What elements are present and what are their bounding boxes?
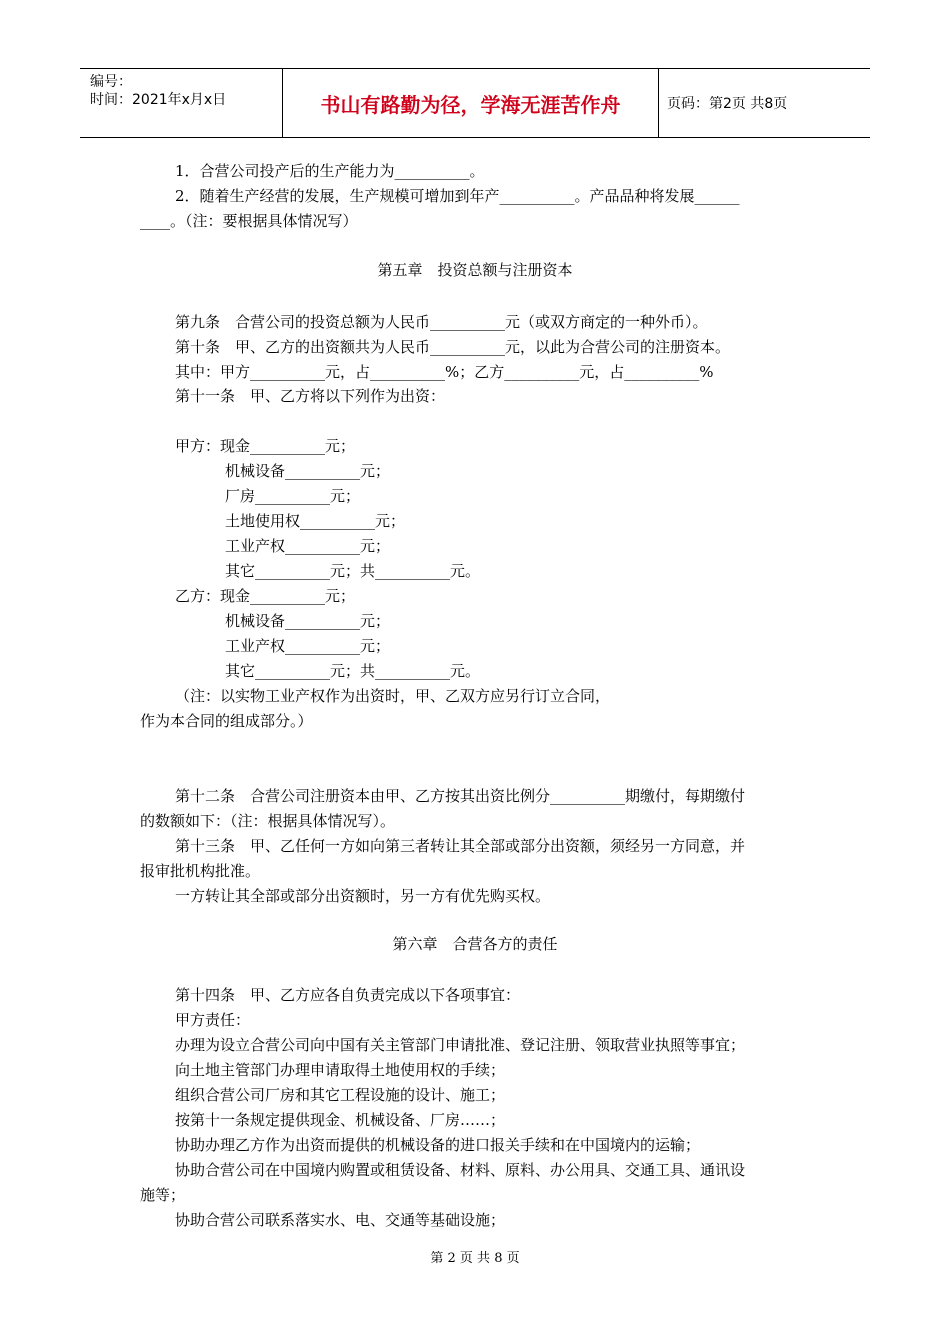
duty-item-4: 按第十一条规定提供现金、机械设备、厂房……； <box>175 1111 506 1129</box>
duty-item-7: 协助合营公司联系落实水、电、交通等基础设施； <box>175 1211 506 1229</box>
party-a-duties-heading: 甲方责任： <box>175 1011 251 1029</box>
note-line-1: （注：以实物工业产权作为出资时，甲、乙双方应另行订立合同， <box>175 687 611 705</box>
party-a-cash: 甲方：现金__________元； <box>175 437 356 455</box>
page-info-text: 页码：第2页 共8页 <box>667 96 788 112</box>
party-a-ip: 工业产权__________元； <box>225 537 391 555</box>
article-11: 第十一条 甲、乙方将以下列作为出资： <box>175 387 446 405</box>
clause-2: 2．随着生产经营的发展，生产规模可增加到年产__________。产品品种将发展______ <box>175 187 740 205</box>
article-14: 第十四条 甲、乙方应各自负责完成以下各项事宜： <box>175 986 521 1004</box>
article-13-cont: 报审批机构批准。 <box>140 862 261 880</box>
clause-2-cont: ____。（注：要根据具体情况写） <box>140 212 358 230</box>
duty-item-6: 协助合营公司在中国境内购置或租赁设备、材料、原料、办公用具、交通工具、通讯设 <box>175 1161 746 1179</box>
chapter-6-title: 第六章 合营各方的责任 <box>392 935 558 953</box>
chapter-5-title: 第五章 投资总额与注册资本 <box>377 261 573 279</box>
header-meta <box>80 69 283 137</box>
article-13: 第十三条 甲、乙任何一方如向第三者转让其全部或部分出资额，须经另一方同意，并 <box>175 837 746 855</box>
page-footer: 第 2 页 共 8 页 <box>430 1251 520 1266</box>
article-9: 第九条 合营公司的投资总额为人民币__________元（或双方商定的一种外币）。 <box>175 313 708 331</box>
duty-item-2: 向土地主管部门办理申请取得土地使用权的手续； <box>175 1061 506 1079</box>
note-line-2: 作为本合同的组成部分。） <box>140 712 313 730</box>
party-b-machinery: 机械设备__________元； <box>225 612 391 630</box>
party-a-other: 其它__________元；共__________元。 <box>225 562 481 580</box>
article-10-detail: 其中：甲方__________元，占__________%；乙方__________元，占__________% <box>175 363 714 381</box>
article-10: 第十条 甲、乙方的出资额共为人民币__________元，以此为合营公司的注册资本。 <box>175 338 731 356</box>
number-label: 编号： <box>90 74 132 90</box>
duty-item-1: 办理为设立合营公司向中国有关主管部门申请批准、登记注册、领取营业执照等事宜； <box>175 1036 746 1054</box>
party-b-other: 其它__________元；共__________元。 <box>225 662 481 680</box>
article-12: 第十二条 合营公司注册资本由甲、乙方按其出资比例分__________期缴付，每期缴付 <box>175 787 746 805</box>
party-a-machinery: 机械设备__________元； <box>225 462 391 480</box>
duty-item-6-cont: 施等； <box>140 1186 186 1204</box>
article-12-cont: 的数额如下：（注：根据具体情况写）。 <box>140 812 396 830</box>
header-page-info <box>659 69 870 137</box>
party-b-ip: 工业产权__________元； <box>225 637 391 655</box>
party-b-cash: 乙方：现金__________元； <box>175 587 356 605</box>
duty-item-3: 组织合营公司厂房和其它工程设施的设计、施工； <box>175 1086 506 1104</box>
header-motto: 书山有路勤为径，学海无涯苦作舟 <box>283 69 659 137</box>
time-label: 时间：2021年x月x日 <box>90 92 227 108</box>
duty-item-5: 协助办理乙方作为出资而提供的机械设备的进口报关手续和在中国境内的运输； <box>175 1136 701 1154</box>
page-header <box>80 68 870 138</box>
article-13-right: 一方转让其全部或部分出资额时，另一方有优先购买权。 <box>175 887 551 905</box>
clause-1: 1．合营公司投产后的生产能力为__________。 <box>175 162 485 180</box>
party-a-land: 土地使用权__________元； <box>225 512 406 530</box>
party-a-plant: 厂房__________元； <box>225 487 361 505</box>
